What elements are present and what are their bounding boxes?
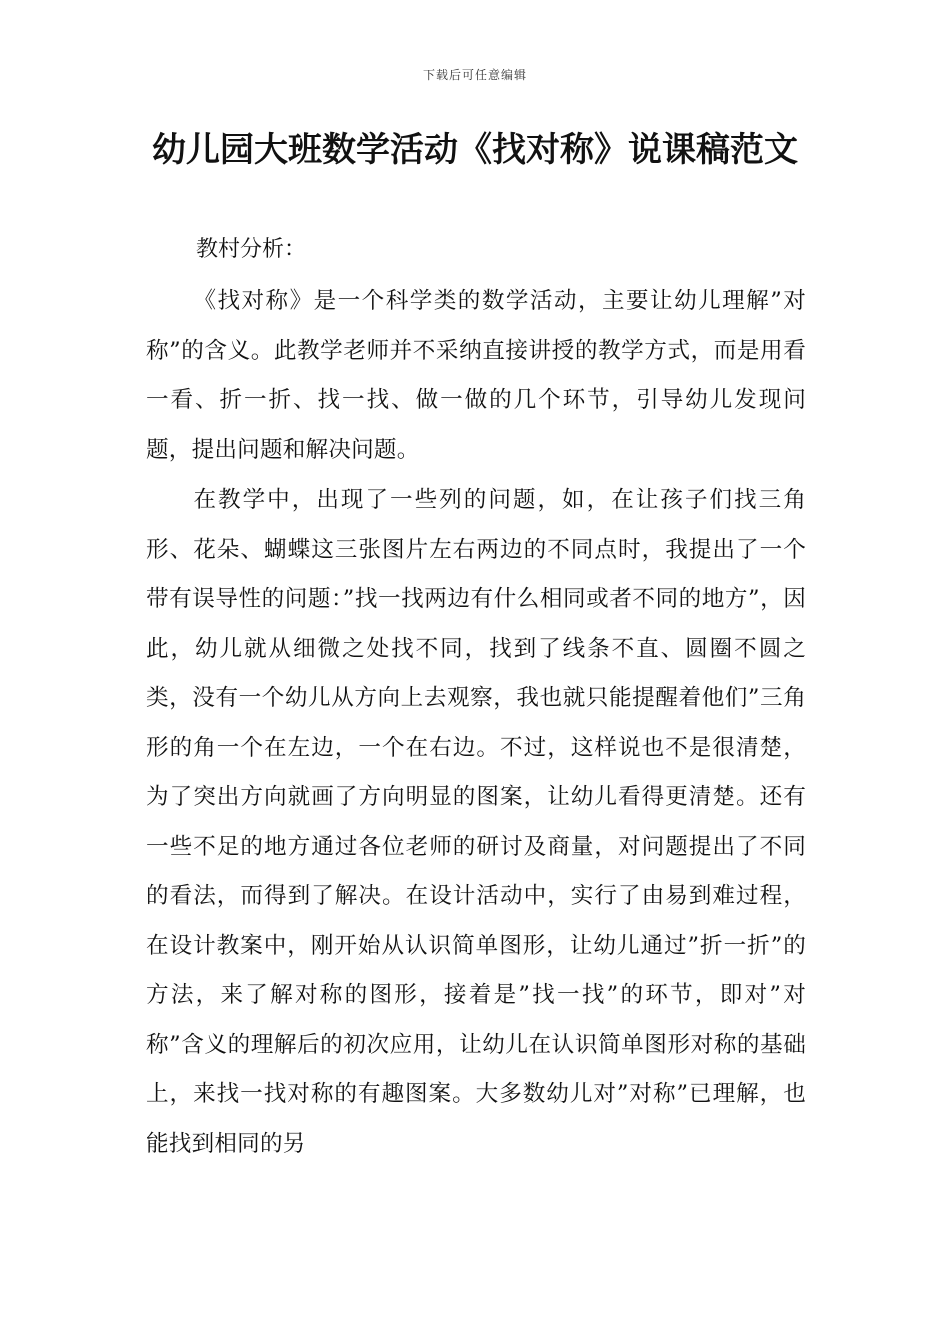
section-label: 教村分析： — [196, 237, 307, 262]
body-paragraph-2: 在教学中，出现了一些列的问题，如，在让孩子们找三角形、花朵、蝴蝶这三张图片左右两边的不同点时，我提出了一个带有误导性的问题：”找一找两边有什么相同或者不同的地方”，因此，幼儿就从细微之处找不同，找到了线条不直、圆圈不圆之类，没有一个幼儿从方向上去观察，我也就只能提醒着他们”三角形的角一个在左边，一个在右边。不过，这样说也不是很清楚，为了突出方向就画了方向明显的图案，让幼儿看得更清楚。还有一些不足的地方通过各位老师的研讨及商量，对问题提出了不同的看法，而得到了解决。在设计活动中，实行了由易到难过程，在设计教案中，刚开始从认识简单图形，让幼儿通过”折一折”的方法，来了解对称的图形，接着是”找一找”的环节，即对”对称”含义的理解后的初次应用，让幼儿在认识简单图形对称的基础上，来找一找对称的有趣图案。大多数幼儿对”对称”已理解，也能找到相同的另 — [146, 487, 806, 1157]
header-note: 下载后可任意编辑 — [422, 68, 527, 82]
body-paragraph-1: 《找对称》是一个科学类的数学活动，主要让幼儿理解”对称”的含义。此教学老师并不采纳直接讲授的教学方式，而是用看一看、折一折、找一找、做一做的几个环节，引导幼儿发现问题，提出问题和解决问题。 — [146, 288, 806, 463]
page-title: 幼儿园大班数学活动《找对称》说课稿范文 — [152, 130, 798, 170]
